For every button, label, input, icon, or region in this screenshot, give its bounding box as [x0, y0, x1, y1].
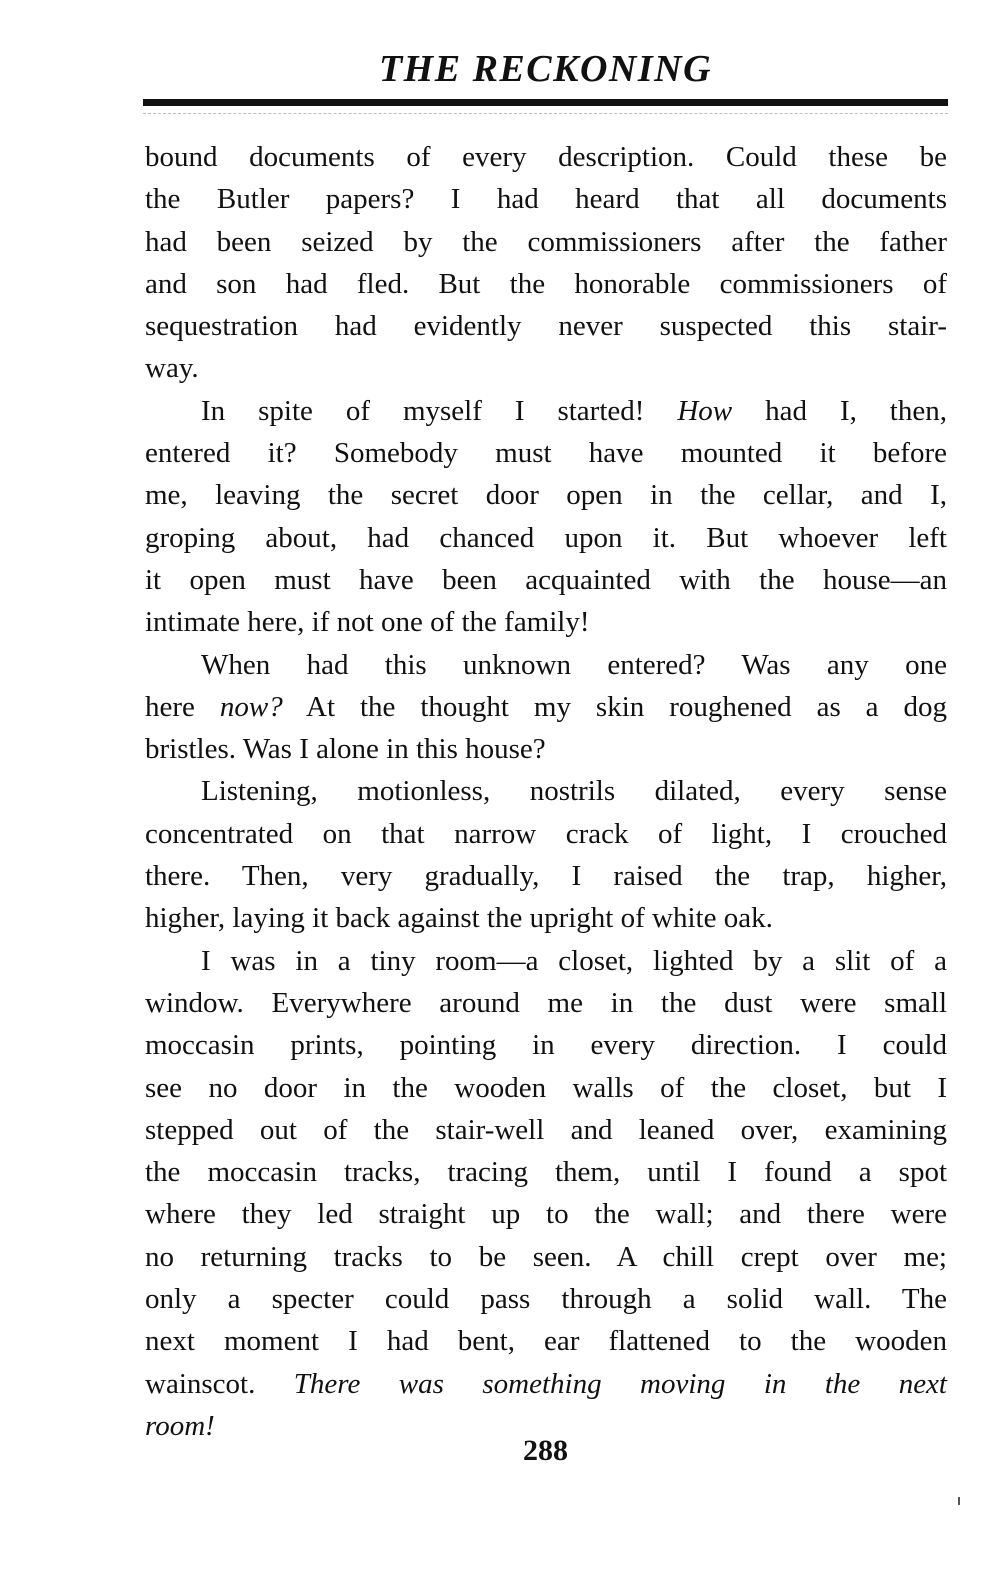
- italic-text: now?: [219, 690, 283, 723]
- text-line: [145, 432, 947, 474]
- text-run: bristles. Was I alone in this house?: [145, 733, 546, 766]
- text-line: [145, 940, 947, 982]
- text-run: moccasin prints, pointing in every direction. I could: [145, 1029, 947, 1062]
- italic-text: room!: [145, 1409, 215, 1442]
- text-run: When had this unknown entered? Was any one: [201, 648, 947, 681]
- text-run: me, leaving the secret door open in the cellar, and I,: [145, 479, 947, 512]
- text-line: [145, 1151, 947, 1193]
- text-run: groping about, had chanced upon it. But whoever left: [145, 521, 947, 554]
- text-line: [145, 1236, 947, 1278]
- paragraph: [145, 136, 947, 390]
- text-run: window. Everywhere around me in the dust were small: [145, 986, 947, 1019]
- page-number: 288: [523, 1434, 568, 1467]
- text-line: [145, 644, 947, 686]
- text-line: [145, 1193, 947, 1235]
- running-head: THE RECKONING: [378, 48, 713, 90]
- italic-text: There was something moving in the next: [293, 1367, 947, 1400]
- text-run: way.: [145, 352, 199, 385]
- print-speck: [958, 1497, 960, 1505]
- text-run: bound documents of every description. Could these be: [145, 141, 947, 173]
- body-text: [145, 136, 947, 1447]
- text-line: [145, 813, 947, 855]
- header-rule-shadow: [143, 113, 948, 114]
- text-run: Listening, motionless, nostrils dilated, every sense: [201, 775, 947, 808]
- italic-text: How: [677, 394, 733, 427]
- text-run: I was in a tiny room—a closet, lighted by a slit of a: [201, 944, 947, 977]
- text-line: [145, 474, 947, 516]
- paragraph: [145, 770, 947, 939]
- text-line: [145, 263, 947, 305]
- header-rule: [143, 99, 948, 106]
- text-line: [145, 601, 947, 643]
- text-run: had I, then,: [732, 394, 947, 427]
- text-run: In spite of myself I started!: [201, 394, 678, 427]
- text-line: [145, 559, 947, 601]
- text-run: entered it? Somebody must have mounted it before: [145, 437, 947, 470]
- text-run: At the thought my skin roughened as a dog: [282, 690, 947, 723]
- text-run: here: [145, 690, 220, 723]
- paragraph: [145, 644, 947, 771]
- text-run: stepped out of the stair-well and leaned over, examining: [145, 1113, 947, 1146]
- text-line: [145, 770, 947, 812]
- text-run: wainscot.: [145, 1367, 294, 1400]
- text-run: intimate here, if not one of the family!: [145, 606, 590, 639]
- text-run: it open must have been acquainted with the house—an: [145, 563, 947, 596]
- text-line: [145, 982, 947, 1024]
- text-run: had been seized by the commissioners after the father: [145, 225, 947, 258]
- text-line: [145, 517, 947, 559]
- text-line: [145, 1363, 947, 1405]
- text-line: [145, 728, 947, 770]
- text-run: next moment I had bent, ear flattened to the wooden: [145, 1325, 947, 1358]
- text-line: [145, 178, 947, 220]
- text-run: see no door in the wooden walls of the closet, but I: [145, 1071, 947, 1104]
- text-line: [145, 1024, 947, 1066]
- text-line: [145, 390, 947, 432]
- paragraph: [145, 390, 947, 644]
- text-line: [145, 1067, 947, 1109]
- text-line: [145, 1320, 947, 1362]
- text-run: and son had fled. But the honorable commissioners of: [145, 267, 947, 300]
- text-run: the Butler papers? I had heard that all documents: [145, 183, 947, 216]
- text-line: [145, 347, 947, 389]
- text-line: [145, 136, 947, 178]
- text-line: [145, 686, 947, 728]
- text-run: sequestration had evidently never suspected this stair-: [145, 310, 947, 343]
- text-run: the moccasin tracks, tracing them, until I found a spot: [145, 1156, 947, 1189]
- paragraph: [145, 940, 947, 1448]
- text-line: [145, 305, 947, 347]
- text-line: [145, 1109, 947, 1151]
- text-run: only a specter could pass through a solid wall. The: [145, 1283, 947, 1316]
- text-line: [145, 1278, 947, 1320]
- text-line: [145, 221, 947, 263]
- text-run: higher, laying it back against the upright of white oak.: [145, 902, 773, 935]
- text-run: there. Then, very gradually, I raised the trap, higher,: [145, 860, 947, 893]
- text-run: where they led straight up to the wall; and there were: [145, 1198, 947, 1231]
- text-run: concentrated on that narrow crack of light, I crouched: [145, 817, 947, 850]
- text-line: [145, 897, 947, 939]
- text-run: no returning tracks to be seen. A chill crept over me;: [145, 1240, 947, 1273]
- text-line: [145, 855, 947, 897]
